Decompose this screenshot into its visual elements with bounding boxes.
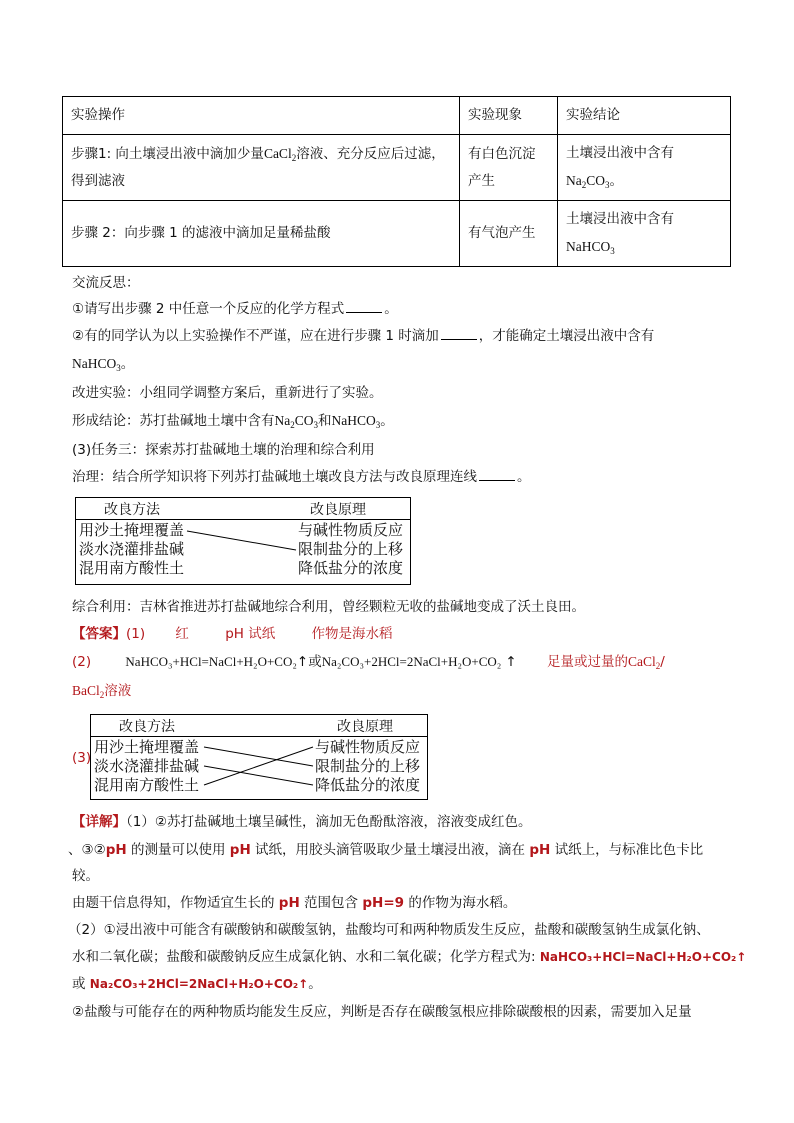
question-2 [72,326,654,346]
equation: NaHCO₃+HCl=NaCl+H₂O+CO₂↑ [539,950,747,964]
experiment-table [62,96,731,267]
cell-text: 溶液、充分反应后过滤， [296,146,445,162]
detail-text: 的作物为海水稻。 [404,895,517,911]
part-label: (2) [72,654,92,670]
method-header: 改良方法 [104,502,160,518]
formula-text: Na [274,413,291,428]
cell-text: 土壤浸出液中含有 [566,211,674,227]
detail-text: 试纸上，与标准比色卡比 [550,842,704,858]
table-row [63,201,731,267]
connector-lines [76,498,410,584]
answer-value: 足量或过量的 [546,654,628,670]
table-header-cell: 实验操作 [63,97,460,135]
conclusion-text [72,411,394,431]
subscript: 2 [581,180,587,190]
question-2-cont [72,354,134,374]
para-text: 形成结论：苏打盐碱地土壤中含有 [72,413,275,429]
subscript: 2 [290,420,295,430]
method-item: 用沙土掩埋覆盖 [79,521,185,539]
formula-text: NaHCO [72,356,117,371]
subscript: 3 [313,420,319,430]
answer-value: 作物是海水稻 [311,626,393,642]
matching-box-answer [90,714,428,800]
principle-item: 降低盐分的浓度 [315,776,421,794]
cell-text: 产生 [468,172,495,189]
question-1 [72,299,398,319]
principle-item: 降低盐分的浓度 [298,559,404,577]
table-row [63,135,731,201]
answer-blank [479,468,515,481]
cell-text: 土壤浸出液中含有 [566,145,674,161]
equation: Na₂CO₃+2HCl=2NaCl+H₂O+CO₂↑ [89,977,309,991]
formula-text: CO [294,413,314,428]
table-cell-conclusion [558,135,731,201]
formula-text: CaCl [627,654,656,669]
task3-heading: (3)任务三：探索苏打盐碱地土壤的治理和综合利用 [72,442,375,458]
principle-item: 限制盐分的上移 [315,757,421,775]
detail-text: 水和二氧化碳；盐酸和碳酸钠反应生成氯化钠、水和二氧化碳；化学方程式为: [72,949,540,965]
formula-text: Na [566,173,582,188]
method-item: 混用南方酸性土 [94,776,200,794]
arrow: ↑ [505,654,517,670]
use-text: 综合利用：吉林省推进苏打盐碱地综合利用，曾经颗粒无收的盐碱地变成了沃土良田。 [72,599,585,615]
detail-text: 。 [308,976,322,992]
answer-line-2-cont [72,681,131,701]
matching-box-question [75,497,411,585]
answer-blank [441,327,477,340]
detail-line-7 [72,974,322,994]
equation: NaHCO₃+HCl=NaCl+H₂O+CO₂ [125,654,297,669]
question-text: ②有的同学认为以上实验操作不严谨，应在进行步骤 1 时滴加 [72,328,439,344]
answer-value: / [660,654,665,670]
subscript: 3 [116,363,121,373]
method-item: 混用南方酸性土 [79,559,185,577]
subscript: 2 [291,153,297,163]
detail-line-3: 较。 [72,868,99,884]
principle-header: 改良原理 [337,719,393,735]
detail-text: （1）②苏打盐碱地土壤呈碱性，滴加无色酚酞溶液，溶液变成红色。 [126,814,532,830]
para-text: 。 [380,413,394,429]
connector-line [204,747,313,785]
answer-text: 或 [308,654,322,670]
arrow: ↑ [296,654,309,670]
question-text: 。 [384,301,398,317]
answer-part-3-label: (3) [72,750,92,766]
connector-lines [91,715,427,799]
question-text: ①请写出步骤 2 中任意一个反应的化学方程式 [72,301,345,317]
detail-text: 范围包含 [299,895,363,911]
method-item: 淡水浇灌排盐碱 [94,757,200,775]
detail-text: 由题干信息得知，作物适宜生长的 [72,895,279,911]
subscript: 3 [375,420,381,430]
formula-text: NaHCO [566,239,611,254]
table-cell-conclusion [558,201,731,267]
detail-line-4 [72,893,516,913]
formula-text: NaHCO [331,413,376,428]
table-cell-phenomenon [460,135,558,201]
table-cell-phenomenon: 有气泡产生 [460,201,558,267]
principle-item: 与碱性物质反应 [315,738,421,756]
method-header: 改良方法 [119,719,175,735]
cell-text: 。 [609,173,624,189]
answer-value: 红 [175,626,189,642]
principle-item: 限制盐分的上移 [298,540,404,558]
part-label: (1) [126,626,146,642]
reflect-title: 交流反思： [72,275,140,291]
highlight-text: pH [278,895,300,911]
formula-text: BaCl [72,683,100,698]
answer-value: pH 试纸 [225,626,276,642]
answer-blank [346,300,382,313]
method-item: 淡水浇灌排盐碱 [79,540,185,558]
principle-item: 与碱性物质反应 [298,521,404,539]
formula-text: CaCl [263,146,292,161]
table-cell-operation: 步骤 2：向步骤 1 的滤液中滴加足量稀盐酸 [63,201,460,267]
highlight-text: pH=9 [362,895,405,911]
table-header-cell: 实验现象 [460,97,558,135]
principle-header: 改良原理 [310,502,366,518]
cell-text: 步骤1: 向土壤浸出液中滴加少量 [71,146,264,162]
connector-line [204,747,313,766]
detail-text: 的测量可以使用 [126,842,230,858]
detail-line-6 [72,947,746,967]
formula-text: CO [586,173,606,188]
cell-text: 得到滤液 [71,173,125,189]
subscript: 3 [610,246,615,256]
subscript: 2 [99,690,105,700]
subscript: 2 [655,661,661,671]
highlight-text: pH [229,842,251,858]
treatment-text [72,467,531,487]
method-item: 用沙土掩埋覆盖 [94,738,200,756]
improve-text: 改进实验：小组同学调整方案后，重新进行了实验。 [72,385,383,401]
detail-tag: 【详解】 [72,814,126,830]
para-text: 治理：结合所学知识将下列苏打盐碱地土壤改良方法与改良原理连线 [72,469,477,485]
detail-text: 或 [72,976,90,992]
detail-text: 试纸，用胶头滴管吸取少量土壤浸出液，滴在 [250,842,530,858]
answer-line-1 [72,624,393,644]
table-cell-operation [63,135,460,201]
highlight-text: pH [105,842,127,858]
equation: Na₂CO₃+2HCl=2NaCl+H₂O+CO₂ [321,654,502,669]
detail-line-5: （2）①浸出液中可能含有碳酸钠和碳酸氢钠，盐酸均可和两种物质发生反应，盐酸和碳酸氢钠生成氯化钠、 [68,922,710,938]
subscript: 3 [605,180,610,190]
detail-line-8: ②盐酸与可能存在的两种物质均能发生反应，判断是否存在碳酸氢根应排除碳酸根的因素，需要加入足量 [72,1004,692,1020]
table-header-cell: 实验结论 [558,97,731,135]
connector-line [204,766,313,785]
table-header-row [63,97,731,135]
para-text: 。 [517,469,531,485]
question-text: 。 [120,356,135,372]
detail-text: 、③② [68,842,106,858]
connector-line [187,531,296,550]
answer-line-2 [72,652,665,672]
cell-text: 有白色沉淀 [468,145,536,162]
highlight-text: pH [529,842,551,858]
detail-line-1 [72,812,531,832]
para-text: 和 [318,413,332,429]
answer-value: 溶液 [104,683,132,699]
question-text: ，才能确定土壤浸出液中含有 [478,328,655,344]
detail-line-2 [68,840,703,860]
answer-tag: 【答案】 [72,626,126,642]
